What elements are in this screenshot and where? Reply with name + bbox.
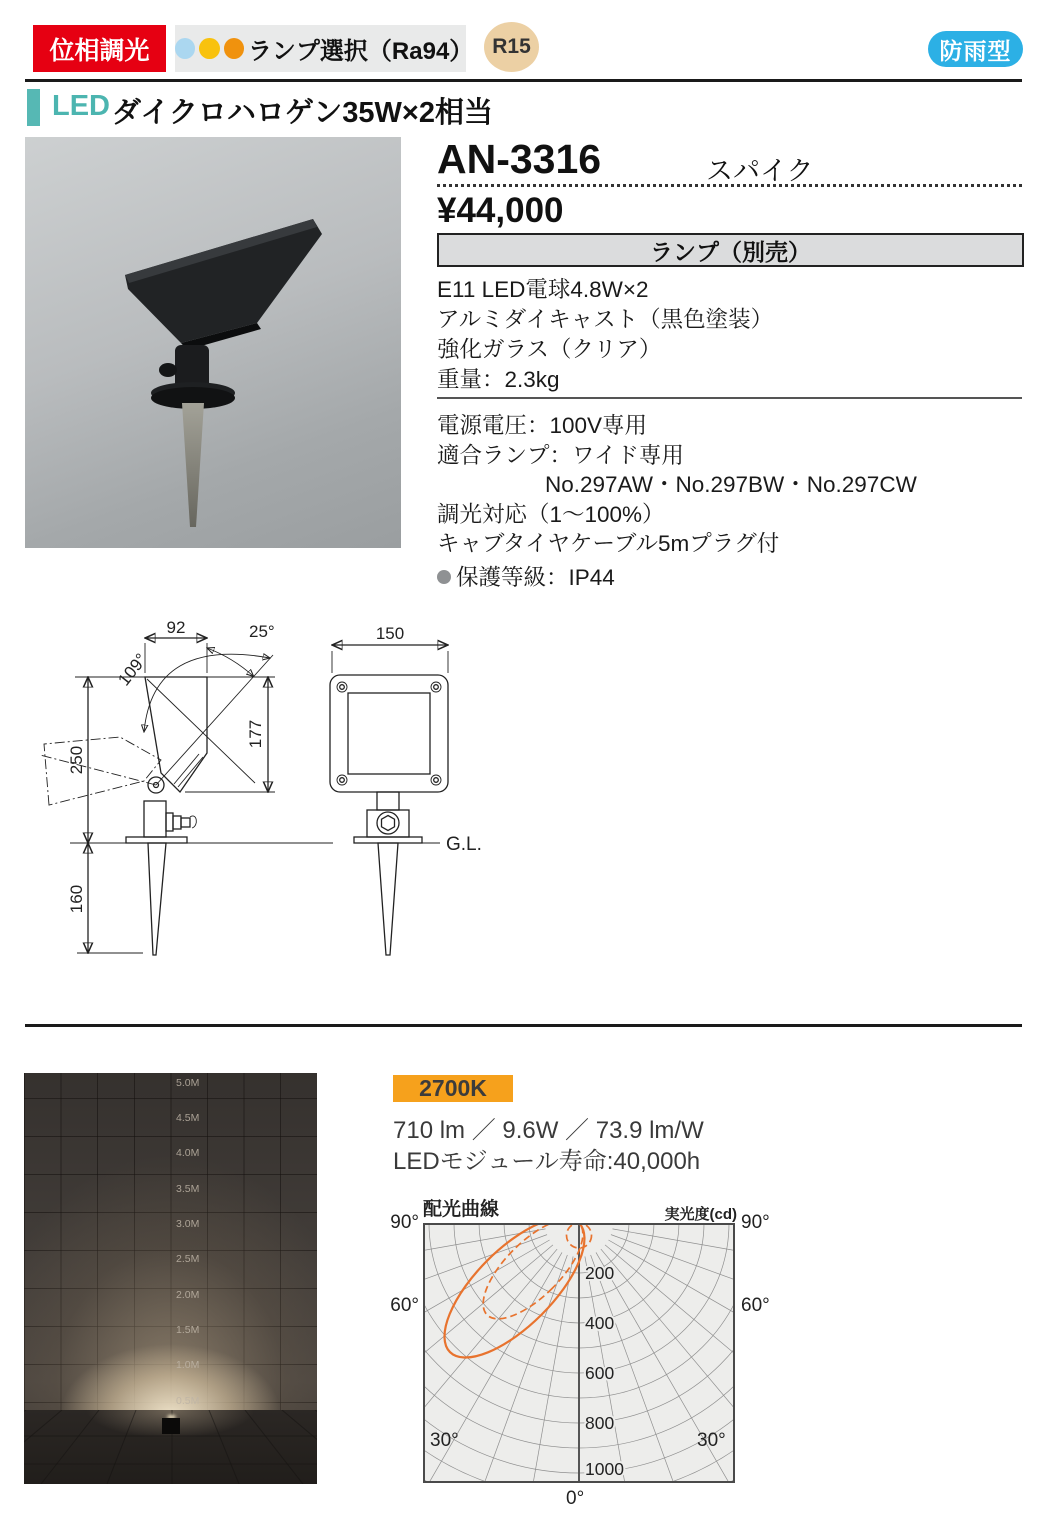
- fixture-silhouette: [162, 1418, 180, 1434]
- r15-badge: R15: [484, 22, 539, 72]
- dim-rotation-angle: 109°: [114, 649, 151, 690]
- r-tick: 400: [585, 1313, 615, 1333]
- angle-label-90-left: 90°: [390, 1212, 419, 1233]
- color-temp-badge: 2700K: [393, 1075, 513, 1102]
- dim-head-depth: 92: [166, 618, 186, 637]
- spec-line: キャブタイヤケーブル5mプラグ付: [437, 531, 780, 556]
- polar-chart: [423, 1223, 735, 1483]
- polar-chart-unit: 実光度(cd): [664, 1206, 737, 1223]
- spec-line: 強化ガラス（クリア）: [437, 337, 662, 362]
- dim-head-height: 177: [246, 719, 265, 749]
- lamp-dot-yellow-icon: [199, 38, 219, 59]
- model-number: AN-3316: [437, 136, 602, 182]
- led-label: LED: [52, 90, 110, 122]
- spec-line: 調光対応（1～100%）: [437, 502, 665, 527]
- bullet-icon: [437, 570, 451, 584]
- protection-rating-line: 保護等級：IP44: [437, 560, 615, 592]
- dim-spike-length: 160: [67, 884, 86, 914]
- product-photo: [25, 137, 401, 548]
- distance-label: 3.5M: [176, 1183, 200, 1195]
- angle-label-90-right: 90°: [741, 1212, 770, 1233]
- price: ¥44,000: [437, 191, 564, 230]
- distance-label: 4.0M: [176, 1147, 200, 1159]
- wattage-equivalent-label: ダイクロハロゲン35W×2相当: [112, 97, 493, 129]
- dotted-rule: [437, 184, 1022, 187]
- distance-label: 2.5M: [176, 1253, 200, 1265]
- spec-line: No.297AW・No.297BW・No.297CW: [545, 472, 917, 497]
- angle-label-30-left: 30°: [430, 1430, 459, 1451]
- distance-label: 1.0M: [176, 1359, 200, 1371]
- distance-label: 1.5M: [176, 1324, 200, 1336]
- spotlight-illustration: [25, 137, 401, 548]
- dim-height-above-ground: 250: [67, 745, 86, 775]
- lamp-dot-blue-icon: [175, 38, 195, 59]
- dim-tilt-angle: 25°: [249, 622, 275, 641]
- mount-type-label: スパイク: [706, 156, 814, 186]
- angle-label-30-right: 30°: [697, 1430, 726, 1451]
- section-rule: [25, 1024, 1022, 1027]
- phase-dimming-badge: 位相調光: [33, 25, 166, 72]
- ground-level-label: G.L.: [446, 834, 482, 855]
- dimension-drawing: [25, 615, 525, 1015]
- led-accent-bar: [27, 89, 40, 126]
- r-tick: 800: [585, 1413, 615, 1433]
- header-rule: [25, 79, 1022, 82]
- rainproof-badge: 防雨型: [928, 31, 1023, 67]
- distance-label: 3.0M: [176, 1218, 200, 1230]
- spec-line: 電源電圧：100V専用: [437, 413, 648, 438]
- lamp-sold-separately-bar: ランプ（別売）: [437, 233, 1024, 267]
- lamp-select-label: ランプ選択（Ra94）: [247, 38, 474, 65]
- distance-label: 0.5M: [176, 1395, 200, 1407]
- spec-line: 適合ランプ：ワイド専用: [437, 443, 684, 468]
- lamp-dot-orange-icon: [224, 38, 244, 59]
- beam-photo: [24, 1073, 317, 1484]
- angle-label-60-left: 60°: [390, 1295, 419, 1316]
- spec-line: E11 LED電球4.8W×2: [437, 277, 649, 302]
- output-line: 710 lm ／ 9.6W ／ 73.9 lm/W: [393, 1117, 704, 1144]
- distance-label: 4.5M: [176, 1112, 200, 1124]
- r-tick: 1000: [585, 1459, 624, 1479]
- polar-chart-title: 配光曲線: [423, 1199, 500, 1220]
- module-life-line: LEDモジュール寿命:40,000h: [393, 1148, 701, 1175]
- lamp-select-badge: [175, 25, 474, 72]
- spec-line: 重量：2.3kg: [437, 367, 560, 392]
- dim-head-width: 150: [375, 624, 405, 643]
- distance-label: 2.0M: [176, 1289, 200, 1301]
- spec-line: アルミダイキャスト（黒色塗装）: [437, 307, 774, 332]
- r-tick: 200: [585, 1263, 615, 1283]
- angle-label-60-right: 60°: [741, 1295, 770, 1316]
- r-tick: 600: [585, 1363, 615, 1383]
- spec-divider: [437, 397, 1022, 399]
- distance-label: 5.0M: [176, 1077, 200, 1089]
- angle-label-0: 0°: [566, 1488, 585, 1509]
